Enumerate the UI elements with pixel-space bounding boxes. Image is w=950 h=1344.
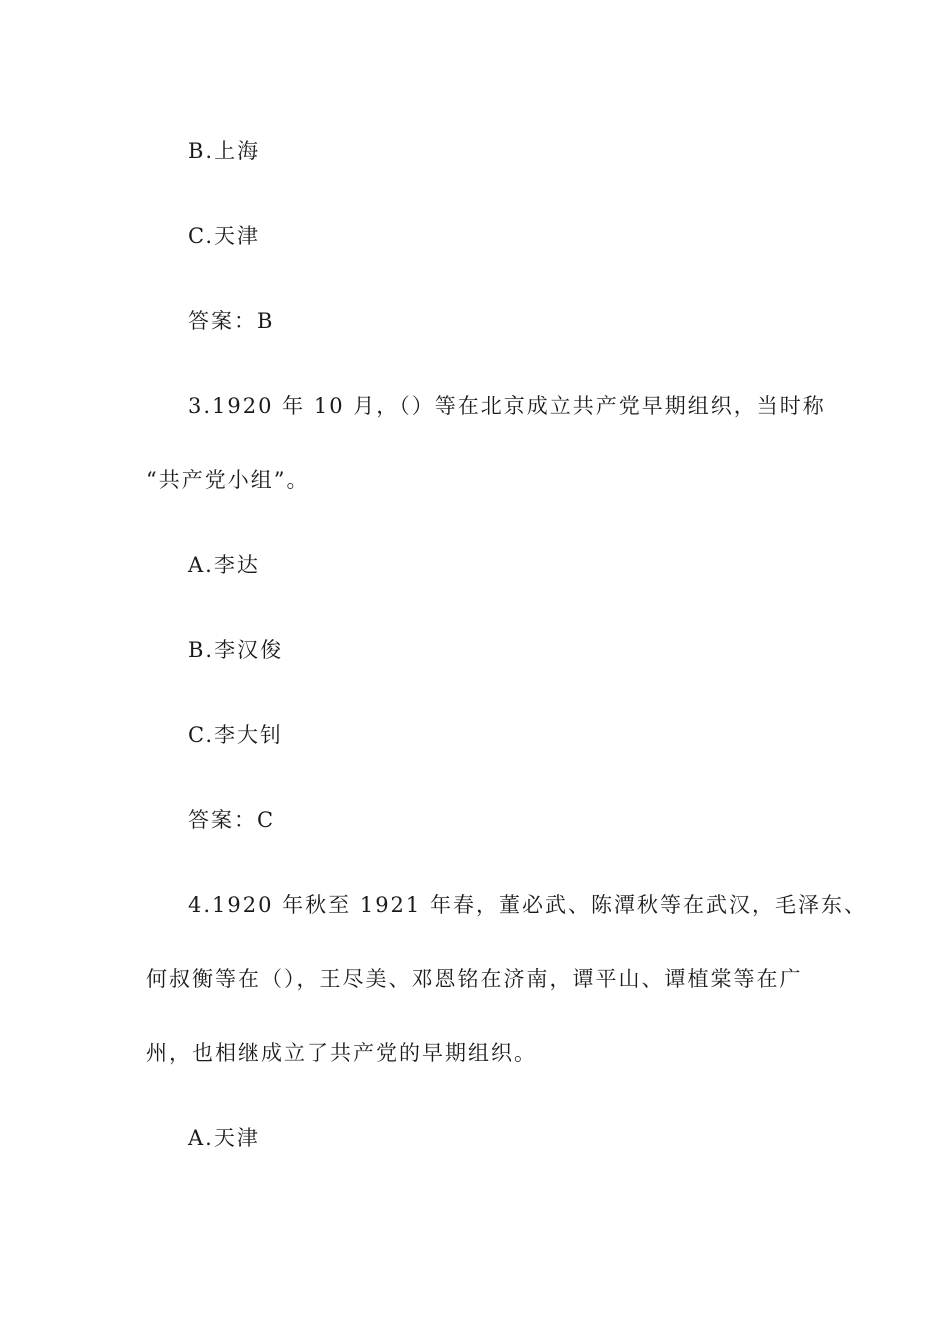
q3-stem-line-2: “共产党小组”。 [146, 468, 310, 492]
q3-answer: 答案：C [188, 808, 276, 832]
q3-option-a: A.李达 [188, 553, 260, 577]
q3-option-b: B.李汉俊 [188, 638, 284, 662]
q2-answer: 答案：B [188, 309, 275, 333]
q3-option-c: C.李大钊 [188, 723, 283, 747]
q4-stem-line-2: 何叔衡等在（），王尽美、邓恩铭在济南，谭平山、谭植棠等在广 [146, 967, 803, 991]
q3-stem-line-1: 3.1920 年 10 月，（）等在北京成立共产党早期组织，当时称 [188, 394, 826, 418]
q2-option-b: B.上海 [188, 139, 261, 163]
q4-stem-line-3: 州，也相继成立了共产党的早期组织。 [146, 1041, 537, 1065]
q4-option-a: A.天津 [188, 1126, 260, 1150]
q2-option-c: C.天津 [188, 224, 260, 248]
q4-stem-line-1: 4.1920 年秋至 1921 年春，董必武、陈潭秋等在武汉，毛泽东、 [188, 893, 867, 917]
